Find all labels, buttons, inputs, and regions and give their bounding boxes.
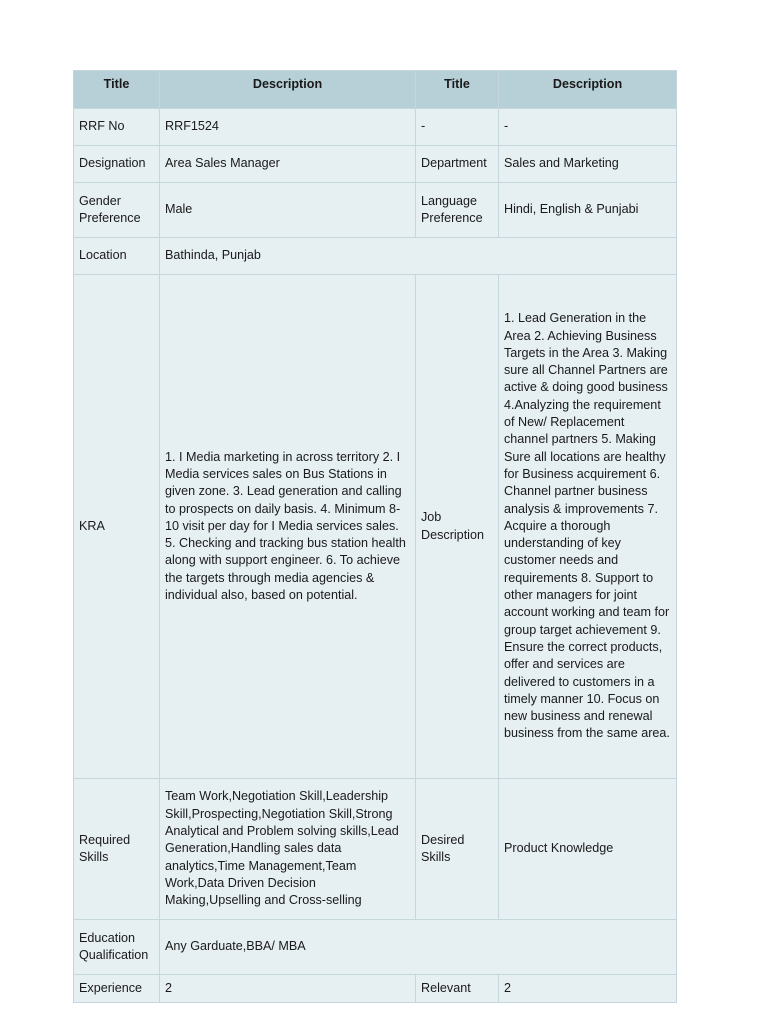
requirement-table [73, 70, 677, 1003]
value-education: Any Garduate,BBA/ MBA [160, 920, 677, 975]
value-rrf-no: RRF1524 [160, 109, 416, 146]
header-title-2: Title [416, 71, 499, 109]
value-required-skills: Team Work,Negotiation Skill,Leadership Skill,Prospecting,Negotiation Skill,Strong Analytical and Problem solving skills,Lead Generation,Handling sales data analytics,Time Management,Team Work,Data Driven Decision Making,Upselling and Cross-selling [160, 779, 416, 920]
value-experience: 2 [160, 975, 416, 1003]
value-relevant: 2 [499, 975, 677, 1003]
row-gender [74, 183, 677, 238]
label-blank: - [416, 109, 499, 146]
row-education [74, 920, 677, 975]
label-department: Department [416, 146, 499, 183]
label-required-skills: Required Skills [74, 779, 160, 920]
label-relevant: Relevant [416, 975, 499, 1003]
label-location: Location [74, 238, 160, 275]
value-gender-preference: Male [160, 183, 416, 238]
label-desired-skills: Desired Skills [416, 779, 499, 920]
header-description-1: Description [160, 71, 416, 109]
row-experience [74, 975, 677, 1003]
row-rrf-no [74, 109, 677, 146]
label-job-description: Job Description [416, 275, 499, 779]
label-rrf-no: RRF No [74, 109, 160, 146]
row-designation [74, 146, 677, 183]
label-education: Education Qualification [74, 920, 160, 975]
value-kra: 1. I Media marketing in across territory 2. I Media services sales on Bus Stations in given zone. 3. Lead generation and calling to prospects on daily basis. 4. Minimum 8-10 visit per day for I Media services sales. 5. Checking and tracking bus station health along with support engineer. 6. To achieve the targets through media agencies & individual also, based on potential. [160, 275, 416, 779]
label-kra: KRA [74, 275, 160, 779]
label-designation: Designation [74, 146, 160, 183]
label-language-preference: Language Preference [416, 183, 499, 238]
row-skills [74, 779, 677, 920]
header-title-1: Title [74, 71, 160, 109]
header-description-2: Description [499, 71, 677, 109]
value-job-description: 1. Lead Generation in the Area 2. Achieving Business Targets in the Area 3. Making sure all Channel Partners are active & doing good business 4.Analyzing the requirement of New/ Replacement channel partners 5. Making Sure all locations are healthy for Business acquirement 6. Channel partner business analysis & improvements 7. Acquire a thorough understanding of key customer needs and requirements 8. Support to other managers for joint account working and team for group target achievement 9. Ensure the correct products, offer and services are delivered to customers in a timely manner 10. Focus on new business and renewal business from the same area. [499, 275, 677, 779]
label-gender-preference: Gender Preference [74, 183, 160, 238]
row-kra [74, 275, 677, 779]
value-desired-skills: Product Knowledge [499, 779, 677, 920]
label-experience: Experience [74, 975, 160, 1003]
value-designation: Area Sales Manager [160, 146, 416, 183]
row-location [74, 238, 677, 275]
value-language-preference: Hindi, English & Punjabi [499, 183, 677, 238]
value-location: Bathinda, Punjab [160, 238, 677, 275]
table-header-row [74, 71, 677, 109]
value-blank: - [499, 109, 677, 146]
value-department: Sales and Marketing [499, 146, 677, 183]
